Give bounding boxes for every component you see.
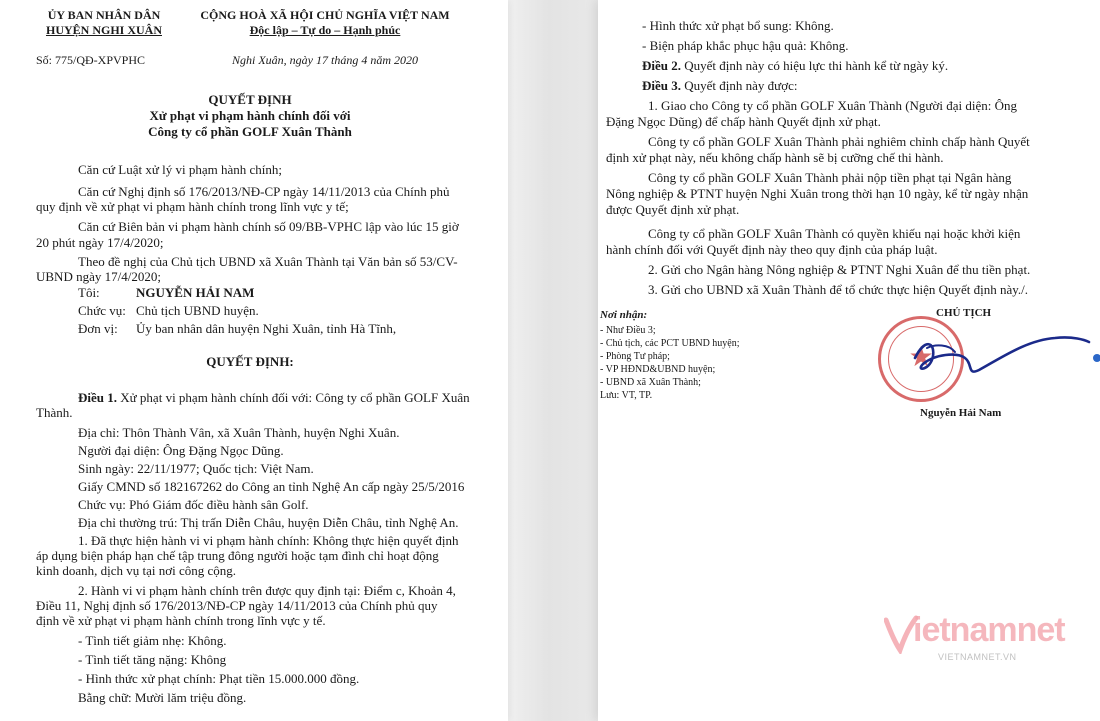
right-line: - Biện pháp khắc phục hậu quả: Không. bbox=[642, 38, 849, 53]
bullet-line: - Tình tiết tăng nặng: Không bbox=[78, 652, 227, 667]
page-gutter bbox=[508, 0, 598, 721]
para-2-line: định xử phạt này, nếu không chấp hành sẽ bị cưỡng chế thi hành. bbox=[606, 150, 944, 165]
label-position: Chức vụ: bbox=[78, 303, 126, 318]
handwritten-signature bbox=[905, 318, 1095, 388]
article-1 bbox=[78, 390, 470, 406]
detail-line: Giấy CMND số 182167262 do Công an tỉnh Nghệ An cấp ngày 25/5/2016 bbox=[78, 479, 465, 494]
decision-subtitle-2: Công ty cổ phần GOLF Xuân Thành bbox=[148, 124, 352, 139]
signer-unit: Ủy ban nhân dân huyện Nghi Xuân, tỉnh Hà Tĩnh, bbox=[136, 321, 397, 336]
legal-basis-line: Căn cứ Luật xử lý vi phạm hành chính; bbox=[78, 162, 282, 177]
detail-line: Địa chỉ thường trú: Thị trấn Diễn Châu, huyện Diễn Châu, tỉnh Nghệ An. bbox=[78, 515, 459, 530]
para-1-line: 1. Giao cho Công ty cổ phần GOLF Xuân Thành (Người đại diện: Ông bbox=[648, 98, 1017, 113]
item-1-line: kinh doanh, dịch vụ tại nơi công cộng. bbox=[36, 563, 237, 578]
bullet-line: - Hình thức xử phạt chính: Phạt tiền 15.000.000 đồng. bbox=[78, 671, 360, 686]
recipients-title: Nơi nhận: bbox=[600, 309, 648, 321]
item-1-line: 1. Đã thực hiện hành vi vi phạm hành chính: Không thực hiện quyết định bbox=[78, 533, 459, 548]
para-3-line: Nông nghiệp & PTNT huyện Nghi Xuân trong thời hạn 10 ngày, kể từ ngày nhận bbox=[606, 186, 1029, 201]
article-2-text: Quyết định này có hiệu lực thi hành kể từ ngày ký. bbox=[681, 58, 949, 73]
org-name-line1: ỦY BAN NHÂN DÂN bbox=[47, 8, 161, 22]
blue-dot bbox=[1093, 354, 1100, 362]
item-2-line: Điều 11, Nghị định số 176/2013/NĐ-CP ngày 14/11/2013 của Chính phủ quy bbox=[36, 598, 438, 613]
recipient-item: - Phòng Tư pháp; bbox=[600, 351, 670, 362]
para-2-line: Công ty cổ phần GOLF Xuân Thành phải nghiêm chỉnh chấp hành Quyết bbox=[648, 134, 1030, 149]
article-1-text-cont: Thành. bbox=[36, 405, 73, 420]
article-1-label: Điều 1. bbox=[78, 390, 117, 405]
decision-title: QUYẾT ĐỊNH bbox=[208, 92, 292, 107]
para-5: 2. Gửi cho Ngân hàng Nông nghiệp & PTNT Nghi Xuân để thu tiền phạt. bbox=[648, 262, 1031, 277]
org-name-line2: HUYỆN NGHI XUÂN bbox=[45, 23, 162, 37]
para-3-line: Công ty cổ phần GOLF Xuân Thành phải nộp tiền phạt tại Ngân hàng bbox=[648, 170, 1012, 185]
detail-line: Chức vụ: Phó Giám đốc điều hành sân Golf. bbox=[78, 497, 309, 512]
sign-name: Nguyễn Hải Nam bbox=[920, 407, 1002, 419]
para-1-line: Đặng Ngọc Dũng) để chấp hành Quyết định xử phạt. bbox=[606, 114, 881, 129]
detail-line: Địa chỉ: Thôn Thành Vân, xã Xuân Thành, huyện Nghi Xuân. bbox=[78, 425, 400, 440]
article-2-label: Điều 2. bbox=[642, 58, 681, 73]
recipient-item: - Như Điều 3; bbox=[600, 325, 656, 336]
nation-title: CỘNG HOÀ XÃ HỘI CHỦ NGHĨA VIỆT NAM bbox=[200, 8, 450, 22]
article-2 bbox=[642, 58, 948, 74]
right-line: - Hình thức xử phạt bổ sung: Không. bbox=[642, 18, 834, 33]
recipient-item: - UBND xã Xuân Thành; bbox=[600, 377, 701, 388]
decision-heading: QUYẾT ĐỊNH: bbox=[206, 354, 294, 369]
para-4-line: Công ty cổ phần GOLF Xuân Thành có quyền khiếu nại hoặc khởi kiện bbox=[648, 226, 1021, 241]
legal-basis-line: UBND ngày 17/4/2020; bbox=[36, 269, 161, 284]
recipient-item: Lưu: VT, TP. bbox=[600, 390, 653, 401]
legal-basis-line: Theo đề nghị của Chủ tịch UBND xã Xuân Thành tại Văn bản số 53/CV- bbox=[78, 254, 458, 269]
signer-name: NGUYỄN HẢI NAM bbox=[136, 285, 255, 300]
vietnamnet-url: VIETNAMNET.VN bbox=[938, 652, 1017, 662]
para-3-line: được Quyết định xử phạt. bbox=[606, 202, 740, 217]
document-number: Số: 775/QĐ-XPVPHC bbox=[36, 53, 146, 67]
seal-star-icon: ★ bbox=[908, 342, 934, 373]
para-6: 3. Gửi cho UBND xã Xuân Thành để tổ chức thực hiện Quyết định này./. bbox=[648, 282, 1029, 297]
article-3 bbox=[642, 78, 797, 94]
item-2-line: định về xử phạt vi phạm hành chính trong lĩnh vực y tế. bbox=[36, 613, 326, 628]
legal-basis-line: Căn cứ Biên bản vi phạm hành chính số 09/BB-VPHC lập vào lúc 15 giờ bbox=[78, 219, 459, 234]
detail-line: Người đại diện: Ông Đặng Ngọc Dũng. bbox=[78, 443, 284, 458]
item-2-line: 2. Hành vi vi phạm hành chính trên được quy định tại: Điểm c, Khoản 4, bbox=[78, 583, 456, 598]
legal-basis-line: 20 phút ngày 17/4/2020; bbox=[36, 235, 164, 250]
label-unit: Đơn vị: bbox=[78, 321, 118, 336]
legal-basis-line: quy định về xử phạt vi phạm hành chính trong lĩnh vực y tế; bbox=[36, 199, 349, 214]
detail-line: Sinh ngày: 22/11/1977; Quốc tịch: Việt Nam. bbox=[78, 461, 314, 476]
article-3-text: Quyết định này được: bbox=[681, 78, 798, 93]
label-toi: Tôi: bbox=[78, 285, 100, 300]
para-4-line: hành chính đối với Quyết định này theo quy định của pháp luật. bbox=[606, 242, 938, 257]
decision-subtitle-1: Xử phạt vi phạm hành chính đối với bbox=[149, 108, 351, 123]
item-1-line: áp dụng biện pháp hạn chế tập trung đông người hoặc tạm đình chỉ hoạt động bbox=[36, 548, 439, 563]
sign-title: CHỦ TỊCH bbox=[936, 307, 992, 319]
nation-motto: Độc lập – Tự do – Hạnh phúc bbox=[249, 23, 401, 37]
recipient-item: - VP HĐND&UBND huyện; bbox=[600, 364, 716, 375]
document-page-left bbox=[0, 0, 508, 721]
signer-position: Chủ tịch UBND huyện. bbox=[136, 303, 259, 318]
place-date: Nghi Xuân, ngày 17 tháng 4 năm 2020 bbox=[232, 53, 418, 67]
article-3-label: Điều 3. bbox=[642, 78, 681, 93]
legal-basis-line: Căn cứ Nghị định số 176/2013/NĐ-CP ngày 14/11/2013 của Chính phủ bbox=[78, 184, 450, 199]
vietnamnet-wordmark: ietnamnet bbox=[913, 611, 1065, 649]
recipient-item: - Chủ tịch, các PCT UBND huyện; bbox=[600, 338, 740, 349]
article-1-text: Xử phạt vi phạm hành chính đối với: Công ty cổ phần GOLF Xuân bbox=[117, 390, 470, 405]
bullet-line: Bằng chữ: Mười lăm triệu đồng. bbox=[78, 690, 247, 705]
bullet-line: - Tình tiết giảm nhẹ: Không. bbox=[78, 633, 227, 648]
